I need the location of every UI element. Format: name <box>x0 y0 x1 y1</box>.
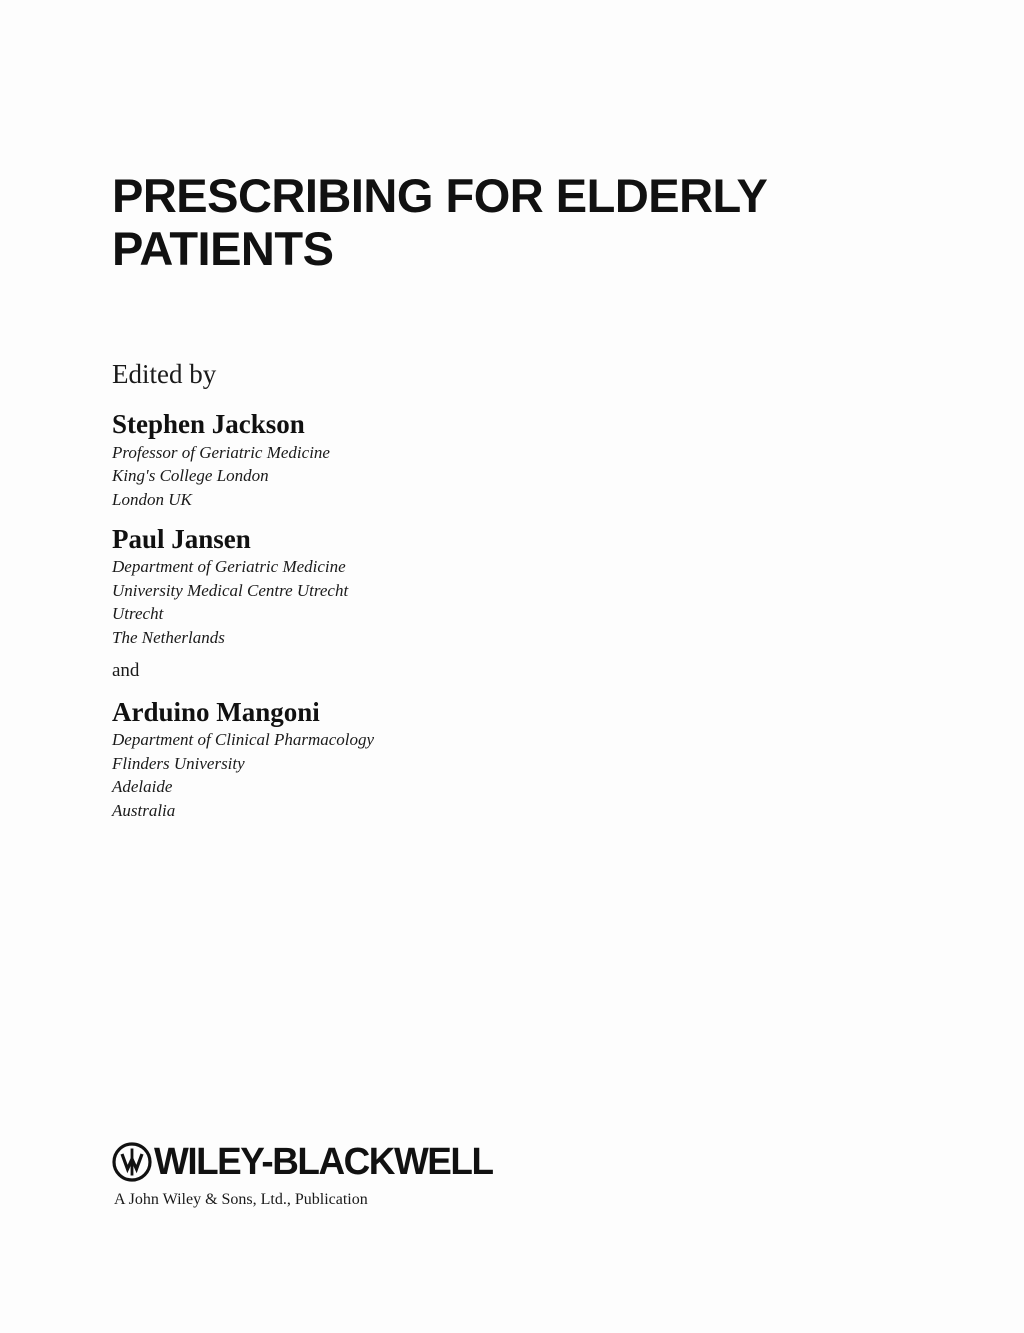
editor-name: Paul Jansen <box>112 524 251 554</box>
publisher-name: WILEY-BLACKWELL <box>154 1141 493 1183</box>
editors-conjunction: and <box>112 660 140 682</box>
publisher-imprint: A John Wiley & Sons, Ltd., Publication <box>114 1191 368 1208</box>
editor-affiliation-line: Professor of Geriatric Medicine <box>112 442 330 462</box>
editor-entry-1 <box>112 408 852 511</box>
editor-entry-3 <box>112 696 852 822</box>
publisher-block <box>112 1142 712 1209</box>
editor-entry-2 <box>112 523 852 649</box>
title-block <box>112 170 852 822</box>
wiley-blackwell-logo-icon <box>112 1142 152 1182</box>
edited-by-label: Edited by <box>112 359 217 390</box>
publisher-logo <box>112 1142 712 1182</box>
editor-name: Stephen Jackson <box>112 409 305 440</box>
editor-affiliation-line: Adelaide <box>112 777 173 797</box>
editor-affiliation-line: London UK <box>112 489 192 509</box>
editor-affiliation-line: The Netherlands <box>112 627 225 647</box>
editor-affiliation-line: Utrecht <box>112 604 164 624</box>
editor-affiliation-line: Flinders University <box>112 753 245 773</box>
editor-affiliation-line: University Medical Centre Utrecht <box>112 580 349 600</box>
editor-name: Arduino Mangoni <box>112 696 320 727</box>
page-title: PRESCRIBING FOR ELDERLY PATIENTS <box>112 169 767 275</box>
editor-affiliation-line: Australia <box>112 800 176 820</box>
editor-affiliation-line: Department of Geriatric Medicine <box>112 557 346 577</box>
editor-affiliation-line: King's College London <box>112 466 269 486</box>
editor-affiliation-line: Department of Clinical Pharmacology <box>112 730 375 750</box>
